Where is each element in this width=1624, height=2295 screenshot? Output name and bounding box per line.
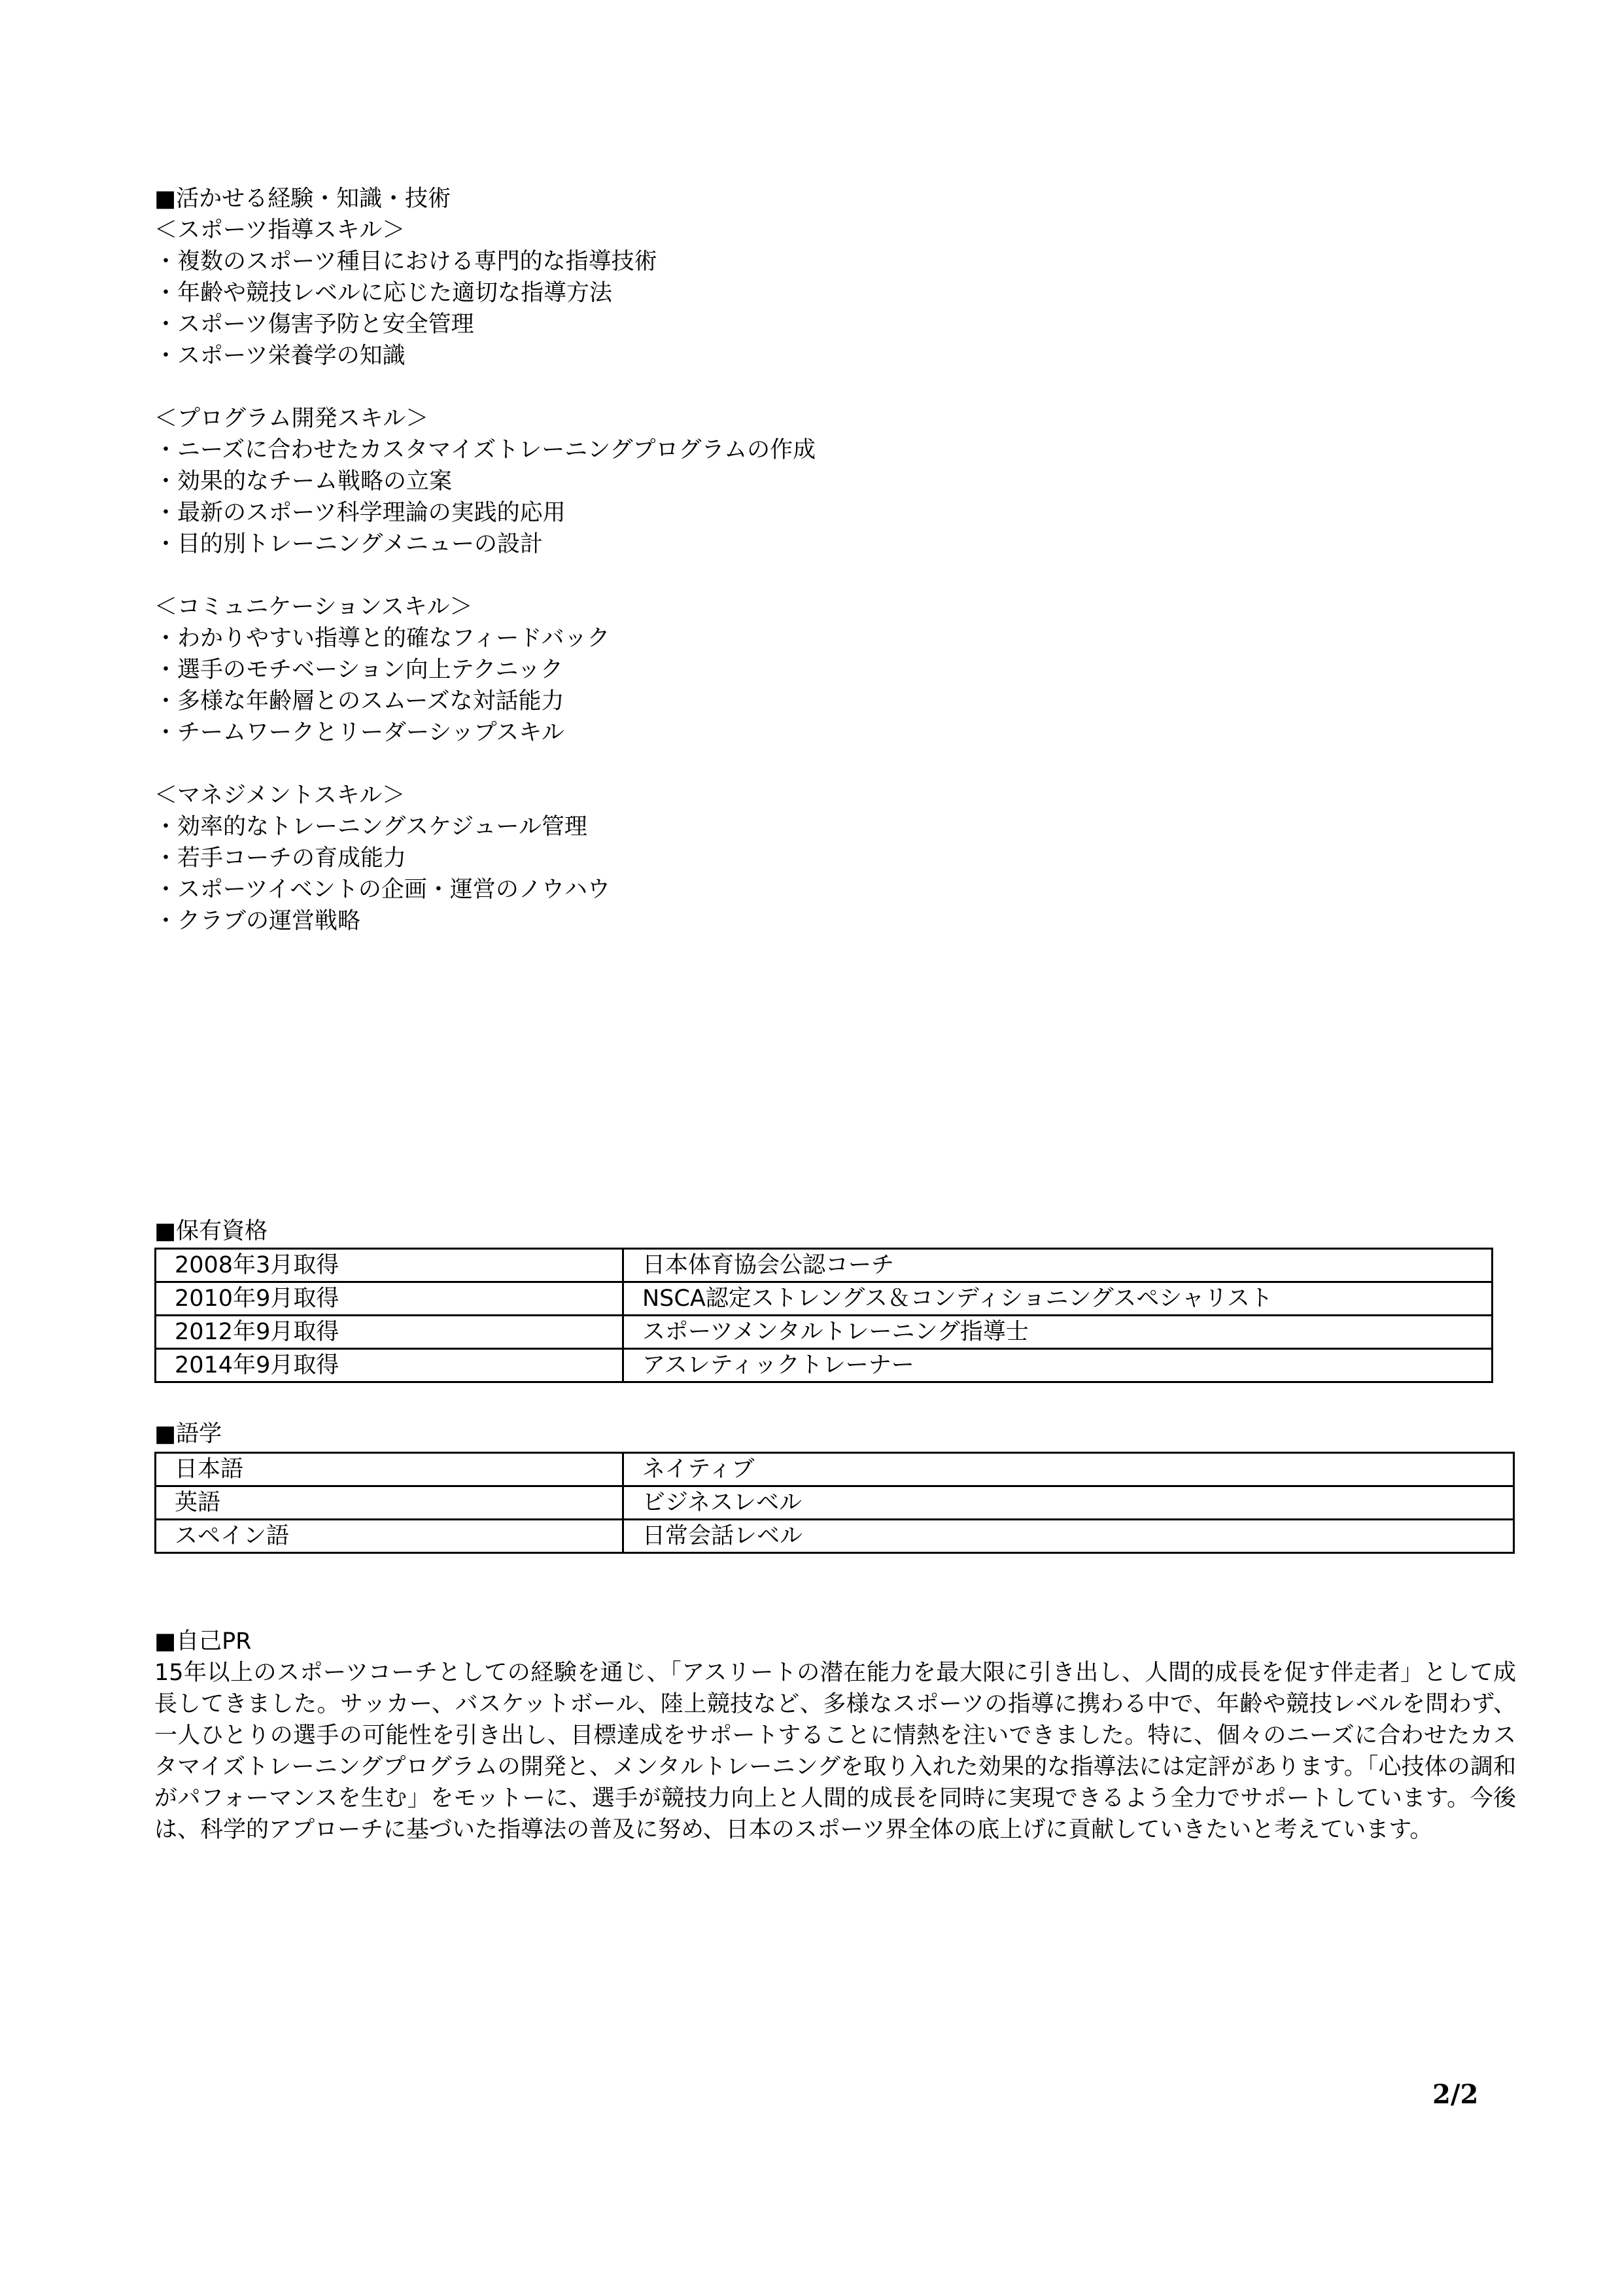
skill-item: ・ニーズに合わせたカスタマイズトレーニングプログラムの作成 xyxy=(154,437,816,463)
qualification-name: 日本体育協会公認コーチ xyxy=(623,1249,1493,1282)
language-level: 日常会話レベル xyxy=(623,1520,1514,1553)
skill-group-title: ＜スポーツ指導スキル＞ xyxy=(154,217,406,243)
skill-item: ・多様な年齢層とのスムーズな対話能力 xyxy=(154,688,564,714)
qualification-name: NSCA認定ストレングス＆コンディショニングスペシャリスト xyxy=(623,1282,1493,1316)
skill-item: ・年齢や競技レベルに応じた適切な指導方法 xyxy=(154,280,613,306)
spacer xyxy=(154,560,1462,591)
table-row xyxy=(156,1282,1493,1316)
skill-item: ・効率的なトレーニングスケジュール管理 xyxy=(154,814,587,840)
skill-item: ・若手コーチの育成能力 xyxy=(154,845,407,871)
skills-heading: ■活かせる経験・知識・技術 xyxy=(154,186,451,212)
language-level: ビジネスレベル xyxy=(623,1486,1514,1520)
self-pr-heading: ■自己PR xyxy=(154,1628,252,1655)
languages-heading: ■語学 xyxy=(154,1421,222,1447)
skill-group-title: ＜コミュニケーションスキル＞ xyxy=(154,594,473,620)
language-name: 日本語 xyxy=(156,1453,623,1486)
skill-item: ・スポーツ傷害予防と安全管理 xyxy=(154,311,474,338)
qualification-date: 2008年3月取得 xyxy=(156,1249,623,1282)
qualification-name: アスレティックトレーナー xyxy=(623,1349,1493,1382)
qualifications-table xyxy=(154,1248,1493,1383)
qualification-date: 2010年9月取得 xyxy=(156,1282,623,1316)
skills-section xyxy=(154,183,1462,937)
skill-item: ・スポーツ栄養学の知識 xyxy=(154,343,406,369)
languages-table xyxy=(154,1452,1515,1554)
qualification-name: スポーツメンタルトレーニング指導士 xyxy=(623,1316,1493,1349)
table-row xyxy=(156,1486,1514,1520)
table-row xyxy=(156,1349,1493,1382)
skill-group-title: ＜プログラム開発スキル＞ xyxy=(154,406,429,432)
qualification-date: 2012年9月取得 xyxy=(156,1316,623,1349)
skill-item: ・チームワークとリーダーシップスキル xyxy=(154,720,564,746)
self-pr-section xyxy=(154,1626,1516,1846)
skill-item: ・目的別トレーニングメニューの設計 xyxy=(154,531,543,557)
skill-item: ・複数のスポーツ種目における専門的な指導技術 xyxy=(154,249,657,275)
language-name: 英語 xyxy=(156,1486,623,1520)
language-name: スペイン語 xyxy=(156,1520,623,1553)
qualification-date: 2014年9月取得 xyxy=(156,1349,623,1382)
table-row xyxy=(156,1453,1514,1486)
skill-group-title: ＜マネジメントスキル＞ xyxy=(154,782,406,809)
table-row xyxy=(156,1520,1514,1553)
spacer xyxy=(154,372,1462,403)
language-level: ネイティブ xyxy=(623,1453,1514,1486)
skill-item: ・スポーツイベントの企画・運営のノウハウ xyxy=(154,877,610,903)
skill-item: ・効果的なチーム戦略の立案 xyxy=(154,468,453,495)
skill-item: ・クラブの運営戦略 xyxy=(154,908,361,934)
self-pr-text: 15年以上のスポーツコーチとしての経験を通じ、「アスリートの潜在能力を最大限に引き出し、人間的成長を促す伴走者」として成長してきました。サッカー、バスケットボール、陸上競技など、多様なスポーツの指導に携わる中で、年齢や競技レベルを問わず、一人ひとりの選手の可能性を引き出し、目標達成をサポートすることに情熱を注いできました。特に、個々のニーズに合わせたカスタマイズトレーニングプログラムの開発と、メンタルトレーニングを取り入れた効果的な指導法には定評があります。「心技体の調和がパフォーマンスを生む」をモットーに、選手が競技力向上と人間的成長を同時に実現できるよう全力でサポートしています。今後は、科学的アプローチに基づいた指導法の普及に努め、日本のスポーツ界全体の底上げに貢献していきたいと考えています。 xyxy=(154,1660,1516,1843)
spacer xyxy=(154,748,1462,780)
skill-item: ・わかりやすい指導と的確なフィードバック xyxy=(154,625,610,652)
table-row xyxy=(156,1249,1493,1282)
skill-item: ・選手のモチベーション向上テクニック xyxy=(154,657,564,683)
page-number: 2/2 xyxy=(1432,2079,1479,2110)
qualifications-heading: ■保有資格 xyxy=(154,1218,268,1244)
table-row xyxy=(156,1316,1493,1349)
skill-item: ・最新のスポーツ科学理論の実践的応用 xyxy=(154,500,566,526)
